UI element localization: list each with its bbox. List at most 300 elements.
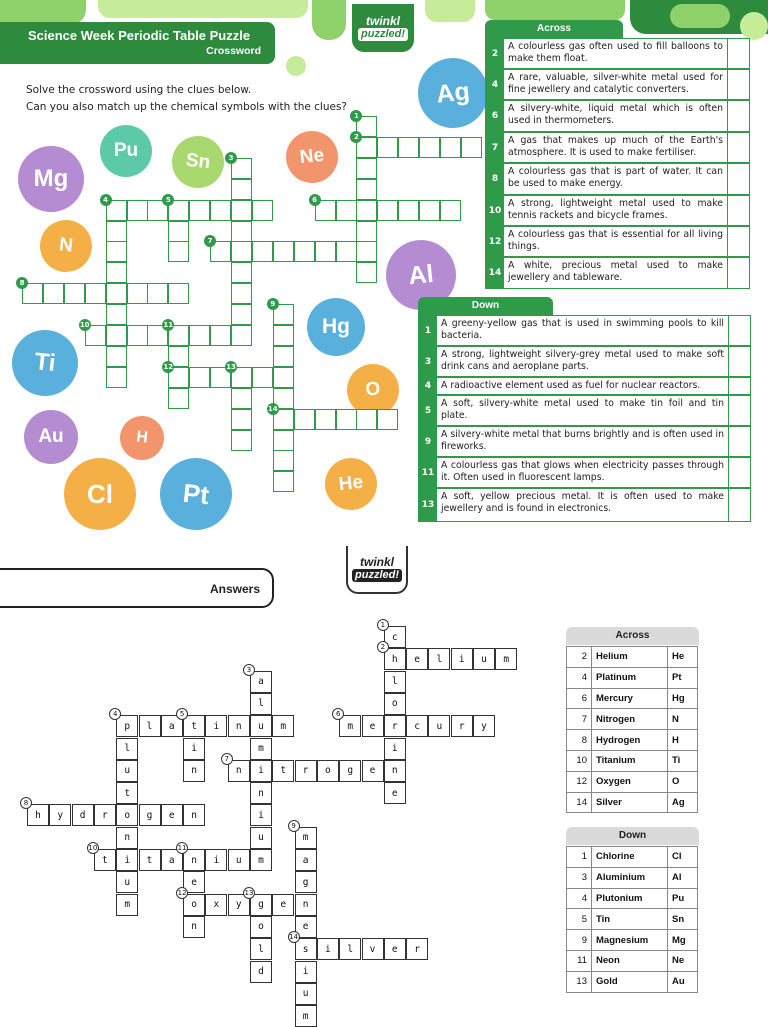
symbol-bubble: Al xyxy=(383,237,460,314)
crossword-cell[interactable] xyxy=(168,283,189,304)
answer-cell: e xyxy=(384,938,406,960)
answer-cell: n xyxy=(228,715,250,737)
answer-row xyxy=(567,688,698,709)
answer-symbol: Mg xyxy=(668,930,698,951)
answer-cell: g xyxy=(139,804,161,826)
crossword-cell[interactable] xyxy=(356,179,377,200)
answer-row xyxy=(567,647,698,668)
answer-cell: l xyxy=(250,693,272,715)
answer-cell: i xyxy=(205,715,227,737)
clue-number-marker: 14 xyxy=(267,404,278,413)
crossword-cell[interactable] xyxy=(377,200,398,221)
answer-number: 2 xyxy=(567,647,592,668)
clue-row xyxy=(485,38,750,69)
title-banner xyxy=(0,22,275,64)
header-decoration xyxy=(425,0,475,22)
crossword-cell[interactable] xyxy=(356,158,377,179)
clue-row xyxy=(485,226,750,257)
answer-cell: n xyxy=(250,782,272,804)
answer-number: 13 xyxy=(567,971,592,992)
answer-cell: e xyxy=(183,871,205,893)
clue-number-marker: 3 xyxy=(225,152,237,164)
answer-cell: a xyxy=(295,849,317,871)
answer-cell: i xyxy=(250,760,272,782)
crossword-cell[interactable] xyxy=(127,325,148,346)
answer-symbol: H xyxy=(668,730,698,751)
symbol-answer-box[interactable] xyxy=(727,227,749,256)
answer-cell: l xyxy=(428,648,450,670)
answer-cell: l xyxy=(384,671,406,693)
answer-cell: m xyxy=(295,1005,317,1027)
crossword-cell[interactable] xyxy=(64,283,85,304)
answer-cell: y xyxy=(473,715,495,737)
crossword-cell[interactable] xyxy=(210,200,231,221)
crossword-cell[interactable] xyxy=(336,200,357,221)
crossword-cell[interactable] xyxy=(461,137,482,158)
answer-cell: i xyxy=(205,849,227,871)
answer-row xyxy=(567,667,698,688)
crossword-cell[interactable] xyxy=(398,200,419,221)
clue-row xyxy=(485,195,750,226)
symbol-answer-box[interactable] xyxy=(727,70,749,99)
answers-down-table xyxy=(566,846,698,993)
clue-row xyxy=(418,346,751,377)
crossword-cell[interactable] xyxy=(273,471,294,492)
answer-cell: i xyxy=(183,738,205,760)
answer-cell: m xyxy=(116,894,138,916)
clue-number-marker: 2 xyxy=(350,131,362,143)
crossword-cell[interactable] xyxy=(336,241,357,262)
crossword-cell[interactable] xyxy=(85,283,106,304)
crossword-cell[interactable] xyxy=(273,430,294,451)
answer-cell: u xyxy=(473,648,495,670)
answer-cell: t xyxy=(139,849,161,871)
symbol-bubble: He xyxy=(322,455,379,512)
answers-title: Answers xyxy=(209,582,260,596)
crossword-cell[interactable] xyxy=(273,241,294,262)
twinkl-logo: twinkl puzzled! xyxy=(352,4,414,52)
symbol-bubble: N xyxy=(37,217,94,274)
clue-row xyxy=(485,100,750,132)
answer-word: Mercury xyxy=(592,688,668,709)
header-decoration xyxy=(312,0,346,40)
answers-title-box xyxy=(0,568,274,608)
answer-number-marker: 7 xyxy=(221,753,233,765)
answer-cell: u xyxy=(250,827,272,849)
answer-cell: p xyxy=(116,715,138,737)
answer-number: 6 xyxy=(567,688,592,709)
answer-cell: r xyxy=(451,715,473,737)
answer-row xyxy=(567,930,698,951)
clue-number: 11 xyxy=(419,458,437,487)
symbol-answer-box[interactable] xyxy=(728,347,750,376)
clue-number-marker: 8 xyxy=(16,277,28,289)
crossword-cell[interactable] xyxy=(252,241,273,262)
answer-number-marker: 8 xyxy=(20,797,32,809)
answer-cell: g xyxy=(339,760,361,782)
answers-down-tab: Down xyxy=(566,827,699,845)
answer-cell: y xyxy=(49,804,71,826)
crossword-cell[interactable] xyxy=(106,325,127,346)
answer-row xyxy=(567,888,698,909)
clue-number-marker: 5 xyxy=(162,194,174,206)
clue-number: 9 xyxy=(419,427,437,456)
crossword-cell[interactable] xyxy=(189,367,210,388)
clue-number: 8 xyxy=(486,164,504,194)
symbol-bubble: Pt xyxy=(156,454,235,533)
answer-cell: v xyxy=(362,938,384,960)
answer-cell: t xyxy=(94,849,116,871)
crossword-cell[interactable] xyxy=(252,200,273,221)
answer-number-marker: 10 xyxy=(88,844,98,852)
answer-number-marker: 6 xyxy=(332,708,344,720)
answer-row xyxy=(567,950,698,971)
symbol-answer-box[interactable] xyxy=(728,458,750,487)
answer-cell: i xyxy=(384,738,406,760)
clue-row xyxy=(485,163,750,195)
symbol-bubble: Ti xyxy=(9,327,82,400)
symbol-bubble: Au xyxy=(24,410,78,464)
answer-cell: s xyxy=(295,938,317,960)
answer-number-marker: 14 xyxy=(289,933,299,942)
answer-cell: e xyxy=(161,804,183,826)
answer-row xyxy=(567,792,698,813)
clue-number-marker: 13 xyxy=(226,362,236,371)
answer-cell: a xyxy=(161,715,183,737)
answer-cell: m xyxy=(495,648,517,670)
symbol-answer-box[interactable] xyxy=(728,427,750,456)
crossword-cell[interactable] xyxy=(231,241,252,262)
clue-number: 5 xyxy=(419,396,437,425)
answer-number: 11 xyxy=(567,950,592,971)
clue-text: A colourless gas often used to fill balloons to make them float. xyxy=(508,41,723,64)
across-clues-tab: Across xyxy=(485,20,623,38)
crossword-cell[interactable] xyxy=(419,200,440,221)
answer-number-marker: 9 xyxy=(288,820,300,832)
clue-text: A soft, silvery-white metal used to make tin foil and tin plate. xyxy=(441,398,724,421)
symbol-answer-box[interactable] xyxy=(728,396,750,425)
clue-text: A radioactive element used as fuel for nuclear reactors. xyxy=(441,380,701,391)
answer-cell: o xyxy=(250,916,272,938)
answer-cell: r xyxy=(406,938,428,960)
answer-cell: m xyxy=(250,738,272,760)
page-subtitle: Crossword xyxy=(206,45,261,57)
header-decoration xyxy=(670,4,730,28)
answer-cell: x xyxy=(205,894,227,916)
clue-number-marker: 9 xyxy=(267,298,279,310)
clue-text: A soft, yellow precious metal. It is often used to make jewellery and is found in electronics. xyxy=(441,491,724,514)
symbol-answer-box[interactable] xyxy=(727,258,749,288)
answer-number: 4 xyxy=(567,888,592,909)
answer-cell: l xyxy=(339,938,361,960)
answer-cell: h xyxy=(384,648,406,670)
crossword-cell[interactable] xyxy=(106,241,127,262)
symbol-answer-box[interactable] xyxy=(727,196,749,225)
answer-symbol: Pt xyxy=(668,667,698,688)
answer-cell: u xyxy=(295,983,317,1005)
answer-symbol: Cl xyxy=(668,847,698,868)
answers-across-table xyxy=(566,646,698,813)
clue-text: A white, precious metal used to make jewellery and tableware. xyxy=(508,260,723,283)
crossword-cell[interactable] xyxy=(419,137,440,158)
answer-cell: l xyxy=(250,938,272,960)
answers-across-tab: Across xyxy=(566,627,699,645)
instruction-line-1: Solve the crossword using the clues below. xyxy=(26,84,252,96)
crossword-cell[interactable] xyxy=(356,241,377,262)
crossword-cell[interactable] xyxy=(252,367,273,388)
clue-number-marker: 10 xyxy=(79,321,90,329)
crossword-cell[interactable] xyxy=(377,409,398,430)
header-decoration xyxy=(98,0,308,18)
clue-row xyxy=(418,488,751,522)
symbol-answer-box[interactable] xyxy=(727,164,749,194)
clue-number-marker: 6 xyxy=(309,194,321,206)
answer-symbol: Sn xyxy=(668,909,698,930)
answer-cell: h xyxy=(27,804,49,826)
crossword-cell[interactable] xyxy=(273,450,294,471)
crossword-cell[interactable] xyxy=(273,367,294,388)
symbol-bubble: Mg xyxy=(18,146,84,212)
clue-number: 7 xyxy=(486,133,504,162)
answer-symbol: Pu xyxy=(668,888,698,909)
crossword-cell[interactable] xyxy=(43,283,64,304)
answer-cell: n xyxy=(228,760,250,782)
clue-number: 4 xyxy=(419,378,437,394)
answer-row xyxy=(567,709,698,730)
crossword-cell[interactable] xyxy=(315,409,336,430)
answer-symbol: Ne xyxy=(668,950,698,971)
crossword-cell[interactable] xyxy=(127,283,148,304)
symbol-answer-box[interactable] xyxy=(727,133,749,162)
symbol-answer-box[interactable] xyxy=(728,489,750,521)
answer-number-marker: 2 xyxy=(377,641,389,653)
answer-number-marker: 4 xyxy=(109,708,121,720)
crossword-cell[interactable] xyxy=(356,409,377,430)
crossword-cell[interactable] xyxy=(106,221,127,242)
crossword-cell[interactable] xyxy=(294,409,315,430)
symbol-answer-box[interactable] xyxy=(727,101,749,131)
crossword-cell[interactable] xyxy=(231,304,252,325)
answer-cell: l xyxy=(139,715,161,737)
crossword-cell[interactable] xyxy=(106,283,127,304)
crossword-cell[interactable] xyxy=(231,283,252,304)
clue-number: 3 xyxy=(419,347,437,376)
answer-word: Nitrogen xyxy=(592,709,668,730)
clue-number-marker: 11 xyxy=(163,321,174,329)
crossword-cell[interactable] xyxy=(336,409,357,430)
answer-symbol: He xyxy=(668,647,698,668)
clue-number: 1 xyxy=(419,316,437,345)
clue-number-marker: 12 xyxy=(163,362,174,371)
answer-cell: n xyxy=(183,849,205,871)
twinkl-logo-answers: twinkl puzzled! xyxy=(346,546,408,594)
symbol-bubble: Pu xyxy=(100,125,152,177)
clue-number-marker: 4 xyxy=(100,194,112,206)
answer-number: 8 xyxy=(567,730,592,751)
crossword-cell[interactable] xyxy=(440,137,461,158)
symbol-bubble: Ne xyxy=(283,128,340,185)
crossword-cell[interactable] xyxy=(231,262,252,283)
clue-text: A strong, lightweight metal used to make tennis rackets and bicycle frames. xyxy=(508,198,723,221)
answer-symbol: Al xyxy=(668,867,698,888)
crossword-cell[interactable] xyxy=(147,283,168,304)
symbol-bubble: H xyxy=(118,414,166,462)
answer-number: 5 xyxy=(567,909,592,930)
crossword-cell[interactable] xyxy=(377,137,398,158)
symbol-bubble: O xyxy=(344,361,401,418)
crossword-cell[interactable] xyxy=(356,200,377,221)
crossword-cell[interactable] xyxy=(168,241,189,262)
answer-symbol: Hg xyxy=(668,688,698,709)
clue-row xyxy=(418,315,751,346)
clue-text: A greeny-yellow gas that is used in swimming pools to kill bacteria. xyxy=(441,318,724,341)
crossword-cell[interactable] xyxy=(315,241,336,262)
crossword-cell[interactable] xyxy=(127,200,148,221)
answer-number: 14 xyxy=(567,792,592,813)
answer-symbol: N xyxy=(668,709,698,730)
answer-word: Titanium xyxy=(592,750,668,771)
answer-cell: e xyxy=(406,648,428,670)
crossword-cell[interactable] xyxy=(231,179,252,200)
clue-text: A silvery-white metal that burns brightly and is often used in fireworks. xyxy=(441,429,724,452)
answer-cell: m xyxy=(295,827,317,849)
crossword-cell[interactable] xyxy=(106,262,127,283)
answer-cell: m xyxy=(250,849,272,871)
answer-cell: e xyxy=(362,715,384,737)
crossword-cell[interactable] xyxy=(106,346,127,367)
answer-cell: o xyxy=(183,894,205,916)
answer-row xyxy=(567,730,698,751)
header-decoration xyxy=(286,56,306,76)
down-clues-tab: Down xyxy=(418,297,553,315)
answer-word: Helium xyxy=(592,647,668,668)
answer-cell: t xyxy=(116,782,138,804)
answer-number: 10 xyxy=(567,750,592,771)
answer-symbol: Ti xyxy=(668,750,698,771)
answer-number: 9 xyxy=(567,930,592,951)
clue-row xyxy=(418,395,751,426)
answer-cell: u xyxy=(116,871,138,893)
clue-text: A rare, valuable, silver-white metal used for fine jewellery and catalytic converters. xyxy=(508,72,723,95)
answer-cell: e xyxy=(362,760,384,782)
symbol-bubble: Ag xyxy=(415,55,492,132)
crossword-cell[interactable] xyxy=(273,346,294,367)
clue-text: A gas that makes up much of the Earth's atmosphere. It is used to make fertiliser. xyxy=(508,135,723,158)
symbol-answer-box[interactable] xyxy=(728,378,750,394)
answer-cell: u xyxy=(250,715,272,737)
clue-number: 6 xyxy=(486,101,504,131)
answer-cell: a xyxy=(161,849,183,871)
crossword-cell[interactable] xyxy=(231,325,252,346)
instruction-line-2: Can you also match up the chemical symbols with the clues? xyxy=(26,101,347,113)
crossword-cell[interactable] xyxy=(106,304,127,325)
answer-word: Hydrogen xyxy=(592,730,668,751)
answer-cell: n xyxy=(183,760,205,782)
symbol-bubble: Cl xyxy=(64,458,136,530)
answer-word: Tin xyxy=(592,909,668,930)
crossword-cell[interactable] xyxy=(231,221,252,242)
clue-text: A colourless gas that is essential for all living things. xyxy=(508,229,723,252)
clue-text: A colourless gas that is part of water. It can be used to make energy. xyxy=(508,166,723,189)
crossword-cell[interactable] xyxy=(168,388,189,409)
clue-row xyxy=(418,426,751,457)
crossword-cell[interactable] xyxy=(168,221,189,242)
clue-row xyxy=(418,377,751,395)
answer-word: Magnesium xyxy=(592,930,668,951)
answer-cell: d xyxy=(250,961,272,983)
crossword-cell[interactable] xyxy=(231,430,252,451)
crossword-cell[interactable] xyxy=(273,325,294,346)
answer-word: Silver xyxy=(592,792,668,813)
crossword-cell[interactable] xyxy=(356,262,377,283)
answer-number-marker: 3 xyxy=(243,664,255,676)
crossword-cell[interactable] xyxy=(231,200,252,221)
answer-word: Neon xyxy=(592,950,668,971)
symbol-bubble: Hg xyxy=(307,298,365,356)
crossword-cell[interactable] xyxy=(398,137,419,158)
answer-symbol: Ag xyxy=(668,792,698,813)
crossword-cell[interactable] xyxy=(210,325,231,346)
answer-cell: i xyxy=(317,938,339,960)
crossword-cell[interactable] xyxy=(231,388,252,409)
crossword-cell[interactable] xyxy=(189,200,210,221)
answer-cell: n xyxy=(384,760,406,782)
answer-cell: u xyxy=(116,760,138,782)
answer-number: 1 xyxy=(567,847,592,868)
header-decoration xyxy=(0,0,86,24)
answer-number: 7 xyxy=(567,709,592,730)
answer-cell: c xyxy=(406,715,428,737)
symbol-bubble: Sn xyxy=(169,133,226,190)
answer-row xyxy=(567,909,698,930)
crossword-cell[interactable] xyxy=(440,200,461,221)
answer-cell: i xyxy=(250,804,272,826)
clue-number: 10 xyxy=(486,196,504,225)
crossword-cell[interactable] xyxy=(231,409,252,430)
answer-cell: r xyxy=(295,760,317,782)
crossword-cell[interactable] xyxy=(189,325,210,346)
answer-cell: e xyxy=(384,782,406,804)
crossword-cell[interactable] xyxy=(106,367,127,388)
answer-number: 4 xyxy=(567,667,592,688)
clue-number-marker: 7 xyxy=(204,235,216,247)
answer-cell: e xyxy=(295,916,317,938)
symbol-answer-box[interactable] xyxy=(727,39,749,68)
answer-cell: n xyxy=(183,804,205,826)
answer-cell: i xyxy=(116,849,138,871)
answer-cell: c xyxy=(384,626,406,648)
answer-cell: d xyxy=(72,804,94,826)
answer-cell: u xyxy=(428,715,450,737)
answer-cell: m xyxy=(272,715,294,737)
answer-cell: g xyxy=(250,894,272,916)
answer-cell: a xyxy=(250,671,272,693)
clue-text: A strong, lightweight silvery-grey metal used to make soft drink cans and aeroplane parts. xyxy=(441,349,724,372)
answer-number-marker: 1 xyxy=(377,619,389,631)
crossword-cell[interactable] xyxy=(356,221,377,242)
answer-number-marker: 12 xyxy=(177,888,187,897)
clue-number: 2 xyxy=(486,39,504,68)
clue-row xyxy=(418,457,751,488)
clue-number: 14 xyxy=(486,258,504,288)
answer-cell: t xyxy=(183,715,205,737)
clue-row xyxy=(485,69,750,100)
answer-word: Aluminium xyxy=(592,867,668,888)
answer-cell: m xyxy=(339,715,361,737)
crossword-cell[interactable] xyxy=(294,241,315,262)
answer-cell: e xyxy=(272,894,294,916)
symbol-answer-box[interactable] xyxy=(728,316,750,345)
